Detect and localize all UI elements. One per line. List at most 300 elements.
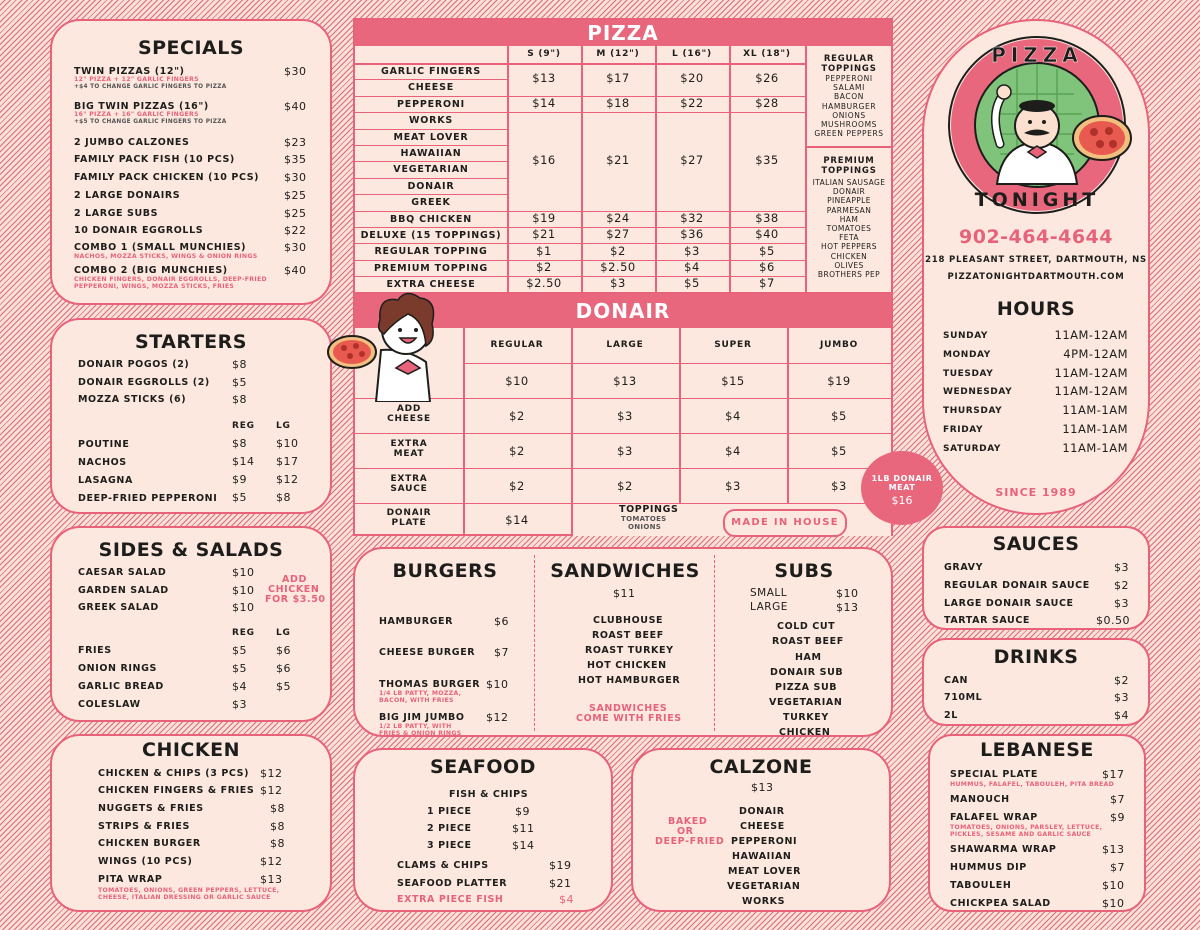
menu-item-price: $8 (270, 837, 285, 850)
starters-card (50, 318, 332, 514)
table-rule (355, 96, 507, 97)
menu-item-price: $21 (549, 877, 572, 890)
regular-toppings-title: TOPPINGS (821, 64, 877, 74)
pizza-price: $6 (759, 260, 775, 274)
menu-item-name: CAESAR SALAD (78, 567, 167, 578)
pizza-price: $36 (680, 227, 704, 242)
pizza-price: $4 (684, 260, 700, 274)
menu-item-desc: HUMMUS, FALAFEL, TABOULEH, PITA BREAD (950, 781, 1115, 788)
menu-item-price: $6 (494, 615, 509, 628)
menu-item-name: GRAVY (944, 562, 984, 573)
menu-item-name: HUMMUS DIP (950, 862, 1027, 873)
burgers-title: BURGERS (392, 560, 498, 582)
menu-item-name: 10 DONAIR EGGROLLS (74, 225, 204, 236)
donair-size-header: SUPER (714, 340, 752, 350)
sandwiches-title: SANDWICHES (550, 560, 700, 582)
pizza-row-name: DELUXE (15 TOPPINGS) (360, 230, 502, 241)
menu-item-price: $30 (284, 171, 307, 184)
sides-title: SIDES & SALADS (98, 539, 284, 561)
menu-item-name: SHAWARMA WRAP (950, 844, 1057, 855)
menu-item-name: FAMILY PACK CHICKEN (10 PCS) (74, 172, 260, 183)
lebanese-card (928, 734, 1146, 912)
pizza-price: $32 (680, 210, 704, 225)
menu-item-price: $10 (232, 566, 255, 579)
menu-item-name: MOZZA STICKS (6) (78, 394, 187, 405)
menu-item-price: $13 (1102, 843, 1125, 856)
premium-toppings-title: PREMIUM (823, 156, 875, 166)
donair-size-header: JUMBO (819, 340, 859, 350)
table-rule (355, 129, 507, 130)
logo-bottom-text: TONIGHT (974, 189, 1100, 211)
specials-card (50, 19, 332, 305)
menu-item-name: CHEESE BURGER (379, 647, 476, 658)
seafood-subtitle: FISH & CHIPS (449, 789, 529, 800)
subs-size-price: $10 (836, 587, 859, 600)
menu-item-name: LASAGNA (78, 475, 133, 486)
premium-toppings-title: TOPPINGS (821, 166, 877, 176)
subs-title: SUBS (774, 560, 834, 582)
donair-price: $3 (831, 479, 847, 493)
pizza-row-name: MEAT LOVER (393, 131, 469, 143)
menu-item-name: CHICKEN BURGER (98, 838, 201, 849)
calzone-card (631, 748, 891, 912)
pizza-row-name: GREEK (411, 197, 451, 209)
menu-item-name: CHICKEN & CHIPS (3 PCS) (98, 768, 250, 779)
menu-item-name: DEEP-FRIED PEPPERONI (78, 493, 218, 504)
since-text: SINCE 1989 (995, 486, 1077, 499)
menu-item-desc: 1/4 LB PATTY, MOZZA, (379, 690, 462, 697)
calzone-item: MEAT LOVER (728, 866, 802, 877)
menu-item-price-lg: $8 (276, 491, 291, 504)
menu-item-price: $9 (515, 805, 530, 818)
subs-size-price: $13 (836, 601, 859, 614)
pizza-price: $19 (532, 210, 556, 225)
menu-item-name: BIG TWIN PIZZAS (16") (74, 101, 209, 112)
menu-item-price: $25 (284, 189, 307, 202)
sandwich-note: SANDWICHES (589, 703, 668, 714)
subs-size-label: LARGE (750, 601, 788, 613)
menu-item-desc: CHEESE, ITALIAN DRESSING OR GARLIC SAUCE (98, 894, 271, 901)
donair-row-label: CHEESE (387, 414, 431, 424)
pizza-row-name: PEPPERONI (397, 98, 465, 110)
pizza-row-name: EXTRA CHEESE (386, 279, 476, 291)
premium-topping: OLIVES (834, 260, 864, 270)
drinks-title: DRINKS (993, 646, 1079, 668)
premium-topping: HOT PEPPERS (821, 242, 877, 252)
table-rule (355, 161, 507, 162)
premium-topping: FETA (839, 233, 859, 243)
donair-row-label: MEAT (393, 449, 425, 459)
donair-price: $4 (725, 444, 741, 458)
pizza-row-name: WORKS (408, 115, 454, 127)
pizza-price: $3 (684, 243, 700, 258)
hours-day: SUNDAY (943, 331, 989, 341)
pizza-price: $14 (532, 96, 556, 110)
pizza-table (353, 18, 893, 294)
menu-item-name: POUTINE (78, 439, 130, 450)
menu-item-desc: NACHOS, MOZZA STICKS, WINGS & ONION RINGS (74, 253, 258, 260)
made-in-house-badge: MADE IN HOUSE (723, 509, 847, 537)
table-rule (355, 211, 507, 212)
menu-item-price: $10 (1102, 897, 1125, 910)
menu-item-name: CHICKPEA SALAD (950, 898, 1051, 909)
pizza-row-name: REGULAR TOPPING (374, 246, 488, 258)
menu-item-name: TWIN PIZZAS (12") (74, 66, 185, 77)
drinks-card (922, 638, 1150, 726)
donair-topping-item: ONIONS (628, 523, 662, 531)
regular-topping: ONIONS (832, 110, 866, 120)
donair-price: $3 (617, 444, 633, 458)
specials-title: SPECIALS (137, 37, 245, 59)
hours-time: 11AM-12AM (1054, 328, 1128, 342)
menu-item-price: $35 (284, 153, 307, 166)
menu-item-name: DONAIR EGGROLLS (2) (78, 377, 210, 388)
calzone-note: BAKED (668, 816, 708, 827)
pizza-price: $18 (606, 96, 630, 110)
hours-day: TUESDAY (943, 368, 994, 379)
calzone-note: DEEP-FRIED (655, 836, 725, 847)
pizza-price: $2 (610, 243, 626, 258)
sides-card (50, 526, 332, 722)
pizza-price: $20 (680, 71, 704, 86)
size-header: XL (18") (743, 49, 791, 59)
menu-item-desc: FRIES & ONION RINGS (379, 730, 462, 737)
menu-item-price: $8 (270, 802, 285, 815)
sub-item: COLD CUT (777, 621, 836, 632)
chicken-title: CHICKEN (142, 739, 240, 761)
regular-topping: SALAMI (833, 83, 865, 93)
menu-item-price: $7 (1110, 793, 1125, 806)
website: PIZZATONIGHTDARTMOUTH.COM (947, 272, 1125, 282)
menu-item-price-lg: $6 (276, 662, 291, 675)
menu-item-note: +$4 TO CHANGE GARLIC FINGERS TO PIZZA (74, 84, 227, 90)
table-rule (355, 243, 507, 244)
hours-day: SATURDAY (943, 443, 1002, 454)
donair-price: $15 (721, 374, 745, 388)
menu-item-price: $3 (1114, 597, 1129, 610)
menu-item-name: MANOUCH (950, 794, 1010, 805)
badge-line: 1LB DONAIR (871, 474, 933, 483)
menu-item-name: GARLIC BREAD (78, 681, 164, 692)
menu-item-price: $10 (1102, 879, 1125, 892)
premium-topping: TOMATOES (826, 224, 872, 233)
menu-item-price: $19 (549, 859, 572, 872)
donair-toppings-label: TOPPINGS (619, 504, 679, 515)
hours-time: 11AM-12AM (1054, 365, 1128, 380)
menu-item-name: EXTRA PIECE FISH (397, 894, 504, 905)
pizza-row-name: CHEESE (407, 82, 455, 94)
menu-item-name: PITA WRAP (98, 874, 163, 885)
table-rule (355, 79, 507, 80)
sub-item: TURKEY (783, 712, 829, 723)
menu-item-name: COMBO 2 (BIG MUNCHIES) (74, 265, 228, 276)
donair-size-header: REGULAR (490, 340, 544, 350)
sandwich-item: CLUBHOUSE (593, 615, 664, 626)
menu-item-name: REGULAR DONAIR SAUCE (944, 580, 1090, 591)
menu-item-name: TARTAR SAUCE (944, 615, 1030, 626)
menu-item-name: BIG JIM JUMBO (379, 712, 465, 723)
table-rule (355, 276, 507, 277)
pizza-price: $3 (610, 276, 626, 291)
calzone-note: OR (677, 826, 694, 837)
table-rule (355, 194, 507, 195)
sandwiches-price: $11 (613, 587, 636, 600)
menu-item-price-reg: $5 (232, 662, 247, 675)
menu-item-price-lg: $12 (276, 473, 299, 486)
pizza-price: $22 (680, 96, 704, 110)
table-rule (807, 146, 891, 148)
menu-item-price: $10 (232, 601, 255, 614)
menu-item-name: SEAFOOD PLATTER (397, 878, 508, 889)
menu-item-price: $4 (559, 893, 574, 906)
menu-item-desc: TOMATOES, ONIONS, GREEN PEPPERS, LETTUCE, (98, 887, 280, 894)
menu-item-price: $9 (1110, 811, 1125, 824)
menu-item-price: $12 (260, 784, 283, 797)
menu-item-price: $12 (260, 767, 283, 780)
size-header: M (12") (596, 49, 640, 59)
menu-item-name: 710ML (944, 692, 983, 703)
hours-day: WEDNESDAY (943, 387, 1013, 398)
menu-item-name: TABOULEH (950, 880, 1012, 891)
menu-item-price-reg: $3 (232, 698, 247, 711)
pizza-price: $35 (755, 153, 779, 168)
table-rule (355, 433, 891, 434)
sub-item: HAM (795, 652, 822, 663)
pizza-price: $2.50 (526, 276, 562, 291)
menu-item-price: $8 (270, 820, 285, 833)
menu-item-name: CHICKEN FINGERS & FRIES (98, 785, 255, 796)
menu-item-price-lg: $5 (276, 680, 291, 693)
sub-item: VEGETARIAN (769, 697, 843, 708)
pizza-price: $1 (536, 243, 552, 258)
menu-item-price: $12 (260, 855, 283, 868)
menu-item-name: WINGS (10 PCS) (98, 856, 193, 867)
calzone-item: PEPPERONI (731, 836, 798, 847)
donair-row-label: SAUCE (390, 484, 428, 494)
premium-topping: ITALIAN SAUSAGE (812, 178, 886, 187)
table-rule (355, 227, 507, 228)
burgers-sandwiches-subs-card (353, 547, 893, 737)
menu-item-name: CLAMS & CHIPS (397, 860, 489, 871)
calzone-title: CALZONE (709, 756, 813, 778)
menu-item-name: GREEK SALAD (78, 602, 159, 613)
menu-item-name: 2 LARGE DONAIRS (74, 190, 181, 201)
size-header: S (9") (527, 49, 561, 59)
pizza-price: $28 (755, 96, 779, 110)
menu-item-note: +$5 TO CHANGE GARLIC FINGERS TO PIZZA (74, 119, 227, 125)
sandwich-item: HOT HAMBURGER (578, 675, 681, 686)
pizza-price: $2.50 (600, 260, 636, 274)
hours-day: THURSDAY (943, 406, 1003, 417)
pizza-price: $5 (759, 243, 775, 258)
col-header-lg: LG (276, 421, 291, 431)
menu-item-price-lg: $6 (276, 644, 291, 657)
menu-item-price: $10 (486, 678, 509, 691)
col-header-reg: REG (232, 628, 255, 638)
seafood-title: SEAFOOD (430, 756, 536, 778)
regular-toppings-title: REGULAR (823, 54, 875, 64)
sauces-title: SAUCES (992, 533, 1080, 555)
regular-topping: GREEN PEPPERS (814, 129, 884, 139)
menu-item-price: $30 (284, 65, 307, 78)
menu-item-price-reg: $5 (232, 491, 247, 504)
menu-item-price: $10 (232, 584, 255, 597)
menu-item-desc: PICKLES, SESAME AND GARLIC SAUCE (950, 831, 1092, 838)
menu-item-name: NACHOS (78, 457, 127, 468)
pizza-title: PIZZA (355, 20, 891, 46)
addon-note: ADD (282, 574, 307, 585)
donair-price: $10 (505, 374, 529, 388)
premium-topping: BROTHERS PEP (817, 270, 881, 279)
sandwich-item: ROAST BEEF (592, 630, 664, 641)
menu-item-name: DONAIR POGOS (2) (78, 359, 190, 370)
premium-topping: DONAIR (832, 187, 866, 197)
donair-mascot-illustration (326, 290, 446, 402)
menu-item-name: ONION RINGS (78, 663, 157, 674)
regular-topping: HAMBURGER (821, 101, 877, 111)
calzone-item: VEGETARIAN (727, 881, 801, 892)
menu-item-name: FAMILY PACK FISH (10 PCS) (74, 154, 235, 165)
menu-item-price: $2 (1114, 674, 1129, 687)
table-rule (355, 145, 507, 146)
col-header-reg: REG (232, 421, 255, 431)
hours-time: 11AM-1AM (1062, 440, 1128, 455)
pizza-price: $38 (755, 210, 779, 225)
pizza-price: $27 (606, 227, 630, 242)
menu-item-price: $3 (1114, 561, 1129, 574)
menu-item-name: FALAFEL WRAP (950, 812, 1038, 823)
menu-item-name: GARDEN SALAD (78, 585, 169, 596)
sub-item: CHICKEN (779, 727, 831, 738)
menu-item-price: $40 (284, 264, 307, 277)
hours-time: 11AM-12AM (1054, 384, 1128, 399)
seafood-card (353, 748, 613, 912)
menu-item-name: 1 PIECE (427, 806, 472, 817)
menu-item-price-reg: $14 (232, 455, 255, 468)
premium-topping: CHICKEN (830, 251, 868, 261)
badge-price: $16 (891, 494, 913, 507)
pizza-row-name: PREMIUM TOPPING (374, 262, 488, 274)
menu-item-desc: CHICKEN FINGERS, DONAIR EGGROLLS, DEEP-FRIED (74, 276, 267, 283)
menu-item-price: $13 (260, 873, 283, 886)
menu-item-name: 2L (944, 710, 958, 721)
subs-size-label: SMALL (750, 587, 788, 599)
menu-item-name: 2 LARGE SUBS (74, 208, 159, 219)
sandwich-item: HOT CHICKEN (587, 660, 667, 671)
menu-item-price: $8 (232, 393, 247, 406)
hours-day: MONDAY (943, 349, 991, 360)
pizza-price: $5 (684, 276, 700, 291)
pizza-price: $2 (536, 260, 552, 274)
pizza-price: $24 (606, 210, 630, 225)
menu-item-price: $7 (1110, 861, 1125, 874)
sub-item: DONAIR SUB (770, 667, 844, 678)
pizza-price: $27 (680, 153, 704, 168)
hours-time: 4PM-12AM (1063, 346, 1128, 361)
chicken-card (50, 734, 332, 912)
menu-item-price: $12 (486, 711, 509, 724)
menu-item-price: $2 (1114, 579, 1129, 592)
donair-price: $2 (509, 444, 525, 458)
sub-item: PIZZA SUB (775, 682, 838, 693)
sauces-card (922, 526, 1150, 630)
badge-line: MEAT (888, 483, 916, 492)
donair-row-label: EXTRA (390, 439, 428, 449)
starters-title: STARTERS (135, 331, 247, 353)
menu-item-price-reg: $4 (232, 680, 247, 693)
sub-item: ROAST BEEF (772, 636, 844, 647)
donair-plate-price: $14 (505, 513, 529, 527)
menu-item-price: $23 (284, 136, 307, 149)
pizza-row-name: GARLIC FINGERS (381, 66, 481, 77)
menu-item-name: CAN (944, 675, 969, 686)
table-rule (355, 63, 805, 65)
donair-price: $3 (617, 409, 633, 423)
table-rule (355, 468, 891, 469)
calzone-item: DONAIR (739, 806, 785, 817)
hours-title: HOURS (996, 298, 1076, 320)
menu-item-desc: PEPPERONI, WINGS, MOZZA STICKS, FRIES (74, 283, 235, 290)
pizza-row-name: HAWAIIAN (400, 148, 462, 159)
menu-item-desc: 12" PIZZA + 12" GARLIC FINGERS (74, 76, 199, 83)
hours-time: 11AM-1AM (1062, 403, 1128, 418)
premium-topping: PINEAPPLE (827, 196, 871, 206)
donair-price: $2 (617, 479, 633, 493)
pizza-price: $26 (755, 71, 779, 86)
menu-item-price-lg: $10 (276, 437, 299, 450)
donair-price: $19 (827, 374, 851, 388)
menu-item-price: $0.50 (1096, 614, 1130, 627)
menu-item-name: 2 JUMBO CALZONES (74, 137, 190, 148)
pizza-price: $16 (532, 153, 556, 168)
menu-item-price-reg: $5 (232, 644, 247, 657)
menu-item-desc: 1/2 LB PATTY, WITH (379, 723, 452, 730)
menu-item-price: $25 (284, 207, 307, 220)
menu-item-desc: 16" PIZZA + 16" GARLIC FINGERS (74, 111, 199, 118)
donair-price: $5 (831, 444, 847, 458)
menu-item-name: 3 PIECE (427, 840, 472, 851)
table-rule (463, 363, 891, 364)
pizza-price: $21 (532, 227, 556, 242)
donair-price: $2 (509, 409, 525, 423)
table-rule (355, 178, 507, 179)
pizza-row-name: BBQ CHICKEN (390, 213, 472, 225)
phone-number: 902-464-4644 (959, 226, 1113, 248)
calzone-price: $13 (751, 781, 774, 794)
menu-item-name: 2 PIECE (427, 823, 472, 834)
regular-topping: PEPPERONI (825, 74, 873, 83)
sandwich-note: COME WITH FRIES (576, 713, 682, 724)
addon-note: CHICKEN (268, 584, 320, 595)
menu-item-price: $22 (284, 224, 307, 237)
pizza-price: $40 (755, 227, 779, 242)
menu-item-price: $40 (284, 100, 307, 113)
pizza-row-name: DONAIR (407, 180, 455, 192)
pizza-price: $21 (606, 153, 630, 168)
col-header-lg: LG (276, 628, 291, 638)
donair-price: $13 (613, 374, 637, 388)
menu-item-price: $30 (284, 241, 307, 254)
donair-row-label: ADD (396, 404, 422, 414)
menu-item-name: COMBO 1 (SMALL MUNCHIES) (74, 242, 247, 253)
donair-size-header: LARGE (606, 340, 644, 350)
table-rule (463, 328, 465, 536)
donair-price: $3 (725, 479, 741, 493)
regular-topping: MUSHROOMS (820, 120, 877, 129)
menu-item-desc: TOMATOES, ONIONS, PARSLEY, LETTUCE, (950, 824, 1103, 831)
donair-title: DONAIR (355, 294, 891, 328)
pizza-tonight-logo (942, 34, 1132, 216)
